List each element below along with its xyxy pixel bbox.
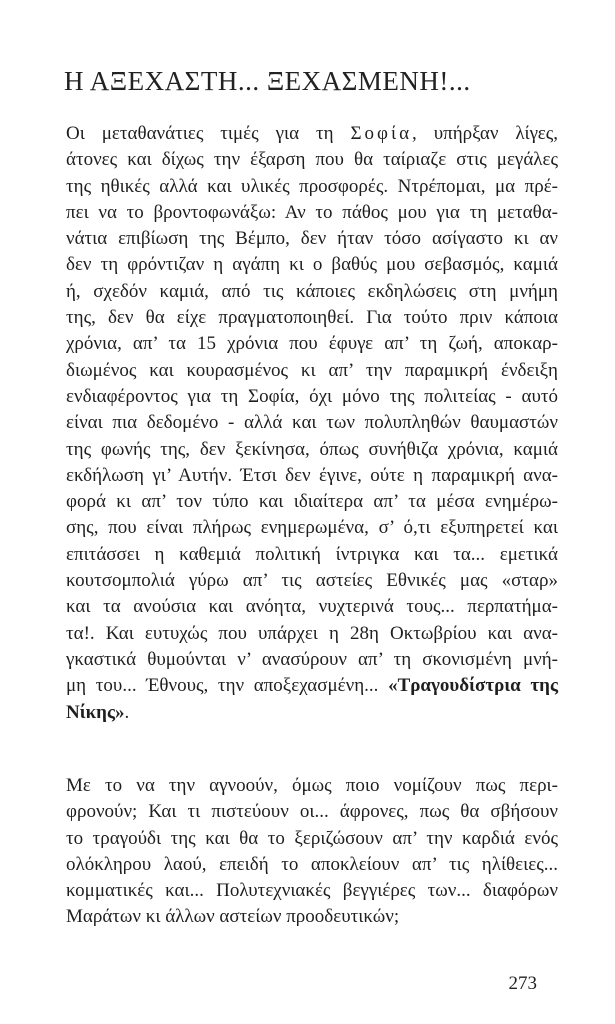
text-line: της φωνής της, δεν ξεκίνησα, όπως συνήθιζα χρόνια, καμιά [66, 438, 558, 460]
text-line: Οι μεταθανάτιες τιμές για τη Σοφία, υπήρξαν λίγες, [66, 123, 558, 144]
text-line: ενδιαφέροντος για τη Σοφία, όχι μόνο της πολιτείας - αυτό [66, 385, 558, 407]
text-line: επιτάσσει η καθεμιά πολιτική ίντριγκα και τα... εμετικά [66, 543, 558, 565]
text-line: κουτσομπολιά γύρω απ’ τις αστείες Εθνικές μας «σταρ» [66, 570, 558, 592]
song-title-bold: «Τραγουδίστρια της [388, 675, 558, 697]
text-line: Νίκης». [66, 701, 130, 723]
text-line: ή, σχεδόν καμιά, από τις κάποιες εκδηλώσεις στη μνήμη [66, 280, 558, 302]
text-line: Με το να την αγνοούν, όμως ποιο νομίζουν πως περι- [66, 775, 558, 796]
paragraph-1 [66, 121, 558, 726]
paragraph-2 [66, 773, 558, 931]
text-line: είναι πια δεδομένο - αλλά και των πολυπληθών θαυμαστών [66, 412, 558, 434]
text-line: σης, που είναι πλήρως ενημερωμένα, σ’ ό,τι εξυπηρετεί και [66, 517, 558, 539]
text-line: Μαράτων κι άλλων αστείων προοδευτικών; [66, 906, 400, 928]
text-line: κομματικές και... Πολυτεχνιακές βεγγιέρες των... διαφόρων [66, 880, 558, 902]
text-line: μη του... Έθνους, την αποξεχασμένη... «Τραγουδίστρια της [66, 675, 558, 697]
text-line: δεν τη φρόντιζαν η αγάπη κι ο βαθύς μου σεβασμός, καμιά [66, 254, 558, 276]
chapter-title: Η ΑΞΕΧΑΣΤΗ... ΞΕΧΑΣΜΕΝΗ!... [64, 66, 471, 96]
text-line: της, δεν θα είχε πραγματοποιηθεί. Για τούτο πριν κάποια [66, 307, 558, 329]
text-line: ολόκληρου λαού, επειδή το αποκλείουν απ’ τις ηλίθειες... [66, 853, 558, 875]
text-line: χρόνια, απ’ τα 15 χρόνια που έφυγε απ’ τη ζωή, αποκαρ- [66, 333, 558, 355]
song-title-bold-end: Νίκης» [66, 701, 125, 723]
text-line: πει να το βροντοφωνάξω: Αν το πάθος μου για τη μεταθα- [66, 201, 558, 223]
text-line: τα!. Και ευτυχώς που υπάρχει η 28η Οκτωβρίου και ανα- [66, 622, 558, 644]
text-line: εκδήλωση γι’ Αυτήν. Έτσι δεν έγινε, ούτε η παραμικρή ανα- [66, 464, 558, 486]
page-number: 273 [508, 973, 537, 994]
text-line: της ηθικές αλλά και υλικές προσφορές. Ντρέπομαι, μα πρέ- [66, 175, 558, 197]
sofia-name: Σοφία [350, 123, 413, 144]
text-line: διωμένος και κουρασμένος κι απ’ την παραμικρή ένδειξη [66, 359, 558, 381]
text-line: νάτια επιβίωση της Βέμπο, δεν ήταν τόσο ασίγαστο κι αν [66, 228, 558, 250]
text-line: φρονούν; Και τι πιστεύουν οι... άφρονες, πως θα σβήσουν [66, 801, 558, 823]
text-line: άτονες και δίχως την έξαρση που θα ταίριαζε στις μεγάλες [66, 149, 558, 171]
text-line: γκαστικά θυμούνται ν’ ανασύρουν απ’ τη σκονισμένη μνή- [66, 648, 558, 670]
text-line: και τα ανούσια και ανόητα, νυχτερινά τους... περπατήμα- [66, 596, 558, 618]
text-line: φορά κι απ’ τον τύπο και ιδιαίτερα απ’ τα μέσα ενημέρω- [66, 491, 558, 513]
text-line: το τραγούδι της και θα το ξεριζώσουν απ’ την καρδιά ενός [66, 827, 558, 849]
